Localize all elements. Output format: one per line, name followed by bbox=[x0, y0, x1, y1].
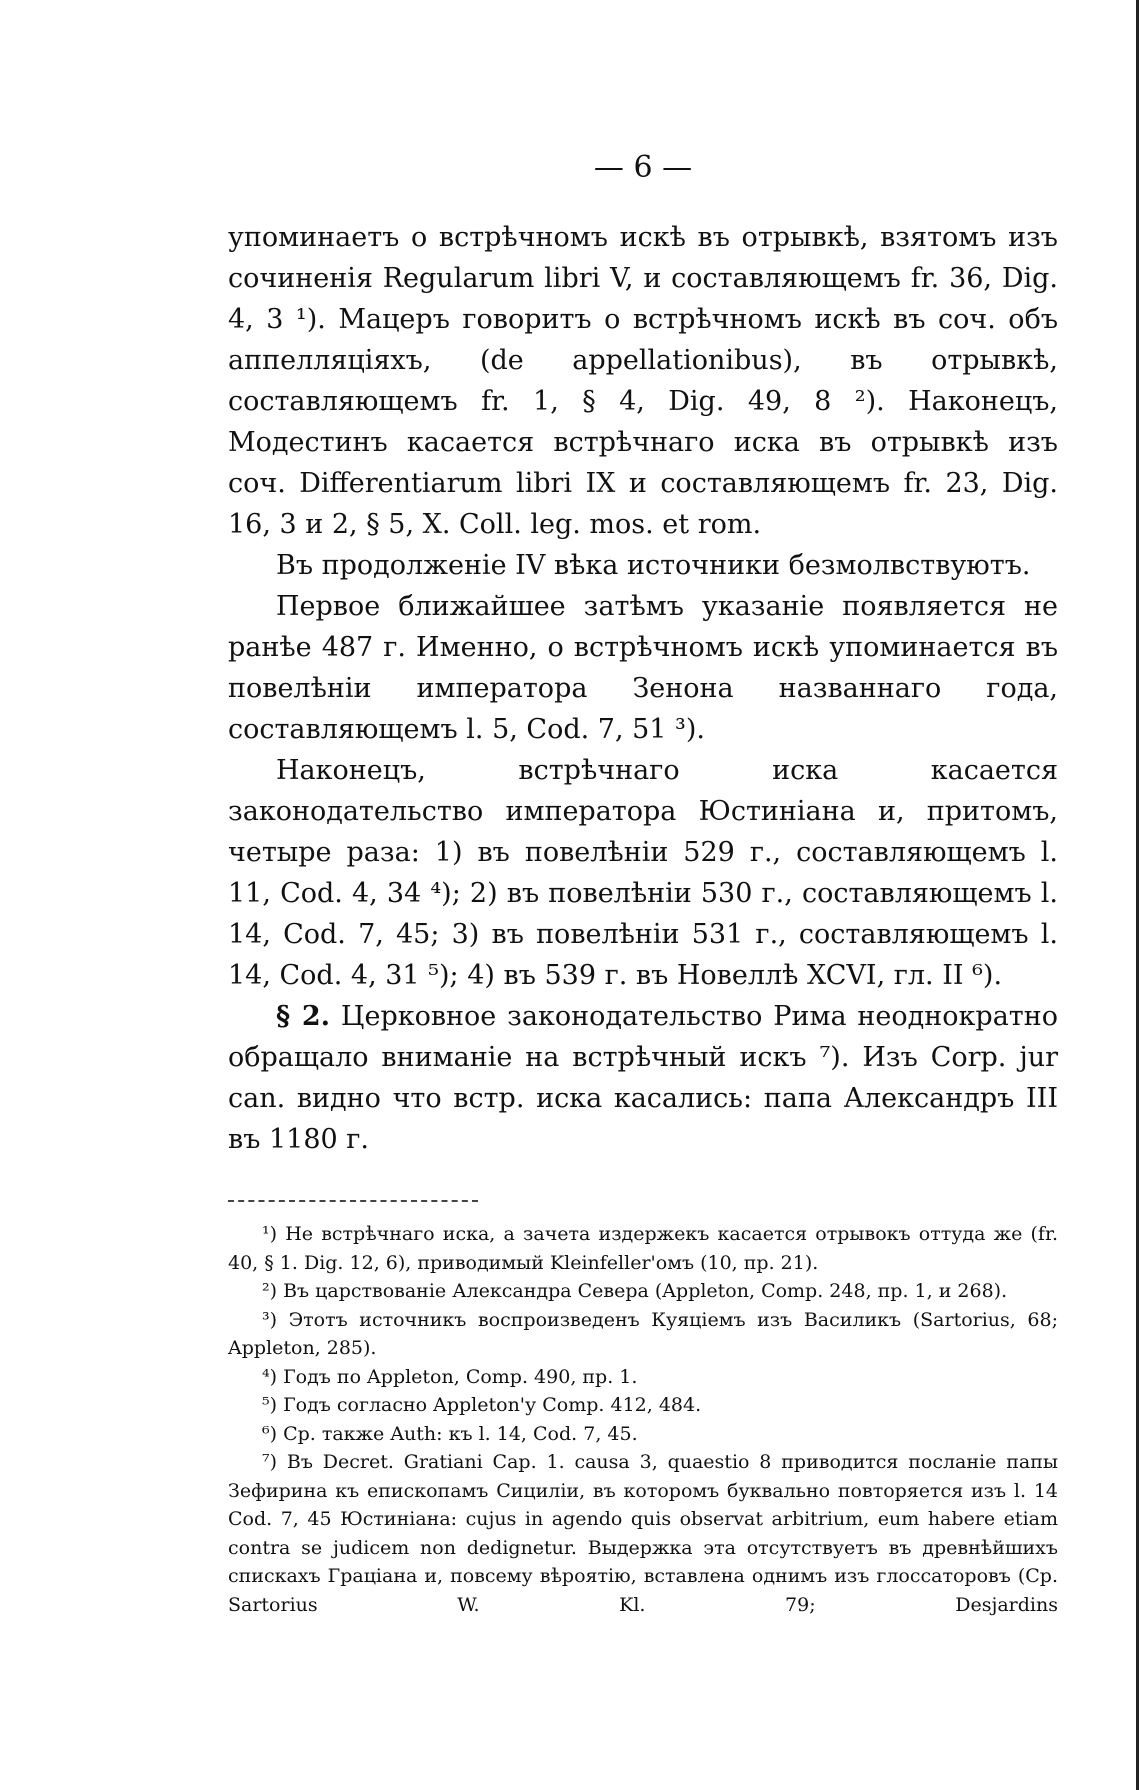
paragraph-1: упоминаетъ о встрѣчномъ искѣ въ отрывкѣ, взятомъ изъ сочиненія Regularum libri V, и составляющемъ fr. 36, Dig. 4, 3 ¹). Мацеръ говоритъ о встрѣчномъ искѣ въ соч. объ аппелляціяхъ, (de appellationibus), въ отрывкѣ, составляющемъ fr. 1, § 4, Dig. 49, 8 ²). Наконецъ, Модестинъ касается встрѣчнаго иска въ отрывкѣ изъ соч. Differentiarum libri IX и составляющемъ fr. 23, Dig. 16, 3 и 2, § 5, X. Coll. leg. mos. et rom. bbox=[228, 222, 1058, 540]
paragraph-3: Первое ближайшее затѣмъ указаніе появляется не ранѣе 487 г. Именно, о встрѣчномъ искѣ упоминается въ повелѣніи императора Зенона названнаго года, составляющемъ l. 5, Cod. 7, 51 ³). bbox=[228, 591, 1058, 745]
section-sign: § 2. bbox=[276, 1001, 331, 1032]
footnote-5: ⁵) Годъ согласно Appleton'у Comp. 412, 484. bbox=[262, 1394, 702, 1416]
page-number: — 6 — bbox=[593, 150, 693, 185]
footnote-2: ²) Въ царствованіе Александра Севера (Appleton, Comp. 248, пр. 1, и 268). bbox=[262, 1280, 1008, 1302]
footnote-4: ⁴) Годъ по Appleton, Comp. 490, пр. 1. bbox=[262, 1365, 638, 1388]
page bbox=[228, 150, 1058, 1619]
footnote-6: ⁶) Ср. также Auth: къ l. 14, Cod. 7, 45. bbox=[262, 1422, 638, 1445]
body-text bbox=[228, 217, 1058, 1160]
paragraph-2: Въ продолженіе IV вѣка источники безмолвствуютъ. bbox=[276, 550, 1031, 581]
footnote-3: ³) Этотъ источникъ воспроизведенъ Куяціемъ изъ Василикъ (Sartorius, 68; Appleton, 285). bbox=[228, 1308, 1058, 1359]
page-edge bbox=[1136, 0, 1139, 1790]
paragraph-4: Наконецъ, встрѣчнаго иска касается законодательство императора Юстиніана и, притомъ, четыре раза: 1) въ повелѣніи 529 г., составляющемъ l. 11, Cod. 4, 34 ⁴); 2) въ повелѣніи 530 г., составляющемъ l. 14, Cod. 7, 45; 3) въ повелѣніи 531 г., составляющемъ l. 14, Cod. 4, 31 ⁵); 4) въ 539 г. въ Новеллѣ XCVI, гл. II ⁶). bbox=[228, 755, 1058, 991]
paragraph-5 bbox=[228, 996, 1058, 1160]
footnote-7: ⁷) Въ Decret. Gratiani Cap. 1. causa 3, quaestio 8 приводится посланіе папы Зефирина къ епископамъ Сициліи, въ которомъ буквально повторяется изъ l. 14 Cod. 7, 45 Юстиніана: cujus in agendo quis observat arbitrium, eum habere etiam contra se judicem non dedignetur. Выдержка эта отсутствуетъ въ древнѣйшихъ спискахъ Граціана и, повсему вѣроятію, вставлена однимъ изъ глоссаторовъ (Ср. Sartorius W. Kl. 79; Desjardins bbox=[228, 1451, 1058, 1616]
paragraph-5-text: Церковное законодательство Рима неоднократно обращало вниманіе на встрѣчный искъ ⁷). Изъ Corp. jur can. видно что встр. иска касались: папа Александръ III въ 1180 г. bbox=[228, 1001, 1058, 1155]
footnotes bbox=[228, 1220, 1058, 1619]
footnote-1: ¹) Не встрѣчнаго иска, а зачета издержекъ касается отрывокъ оттуда же (fr. 40, § 1. Dig. 12, 6), приводимый Kleinfeller'омъ (10, пр. 21). bbox=[228, 1223, 1058, 1274]
footnote-separator bbox=[228, 1200, 478, 1202]
